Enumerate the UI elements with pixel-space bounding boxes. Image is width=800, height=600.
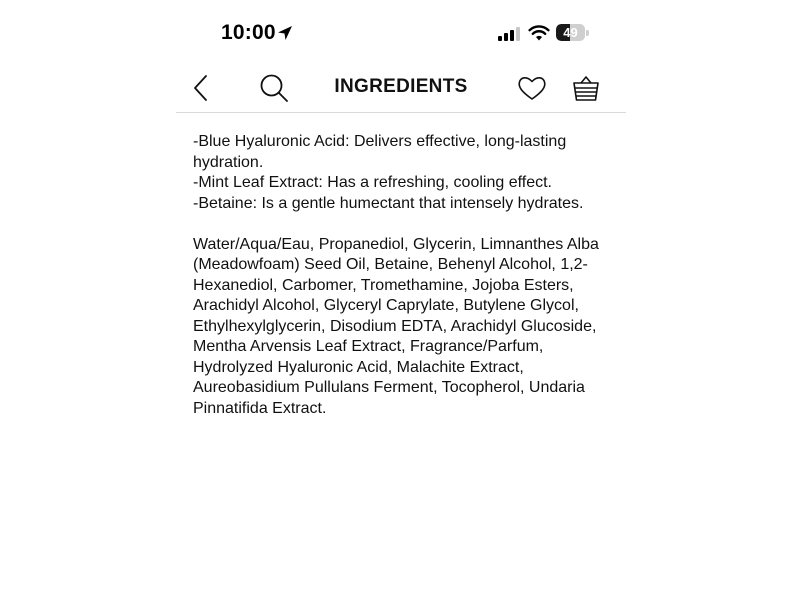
benefits-list — [193, 132, 618, 214]
basket-icon — [570, 72, 602, 104]
ingredient-list: Water/Aqua/Eau, Propanediol, Glycerin, Limnanthes Alba (Meadowfoam) Seed Oil, Betaine, Behenyl Alcohol, 1,2-Hexanediol, Carbomer, Tromethamine, Jojoba Esters, Arachidyl Alcohol, Glyceryl Caprylate, Butylene Glycol, Ethylhexylglycerin, Disodium EDTA, Arachidyl Glucoside, Mentha Arvensis Leaf Extract, Fragrance/Parfum, Hydrolyzed Hyaluronic Acid, Malachite Extract, Aureobasidium Pullulans Ferment, Tocopherol, Undaria Pinnatifida Extract. — [193, 235, 599, 417]
heart-icon — [516, 72, 548, 104]
nav-bar — [176, 64, 626, 113]
benefit-item: -Blue Hyaluronic Acid: Delivers effective, long-lasting hydration. — [193, 133, 567, 171]
battery-cap — [586, 30, 589, 36]
cellular-signal-icon — [497, 26, 521, 42]
wifi-icon — [528, 24, 550, 42]
benefit-item: -Mint Leaf Extract: Has a refreshing, cooling effect. — [193, 174, 552, 191]
benefit-item: -Betaine: Is a gentle humectant that intensely hydrates. — [193, 194, 584, 212]
phone-screen — [176, 0, 626, 600]
basket-button[interactable] — [570, 72, 602, 104]
status-time: 10:00 — [221, 21, 276, 44]
chevron-left-icon — [186, 72, 218, 104]
search-button[interactable] — [258, 72, 290, 104]
ingredients-content — [193, 132, 618, 419]
status-bar — [176, 0, 626, 64]
battery-indicator — [556, 24, 590, 41]
battery-level: 49 — [563, 25, 578, 40]
wishlist-button[interactable] — [516, 72, 548, 104]
location-arrow-icon — [276, 24, 294, 42]
page-title: INGREDIENTS — [334, 76, 468, 97]
battery-body — [556, 24, 585, 41]
back-button[interactable] — [186, 72, 218, 104]
search-icon — [258, 72, 290, 104]
